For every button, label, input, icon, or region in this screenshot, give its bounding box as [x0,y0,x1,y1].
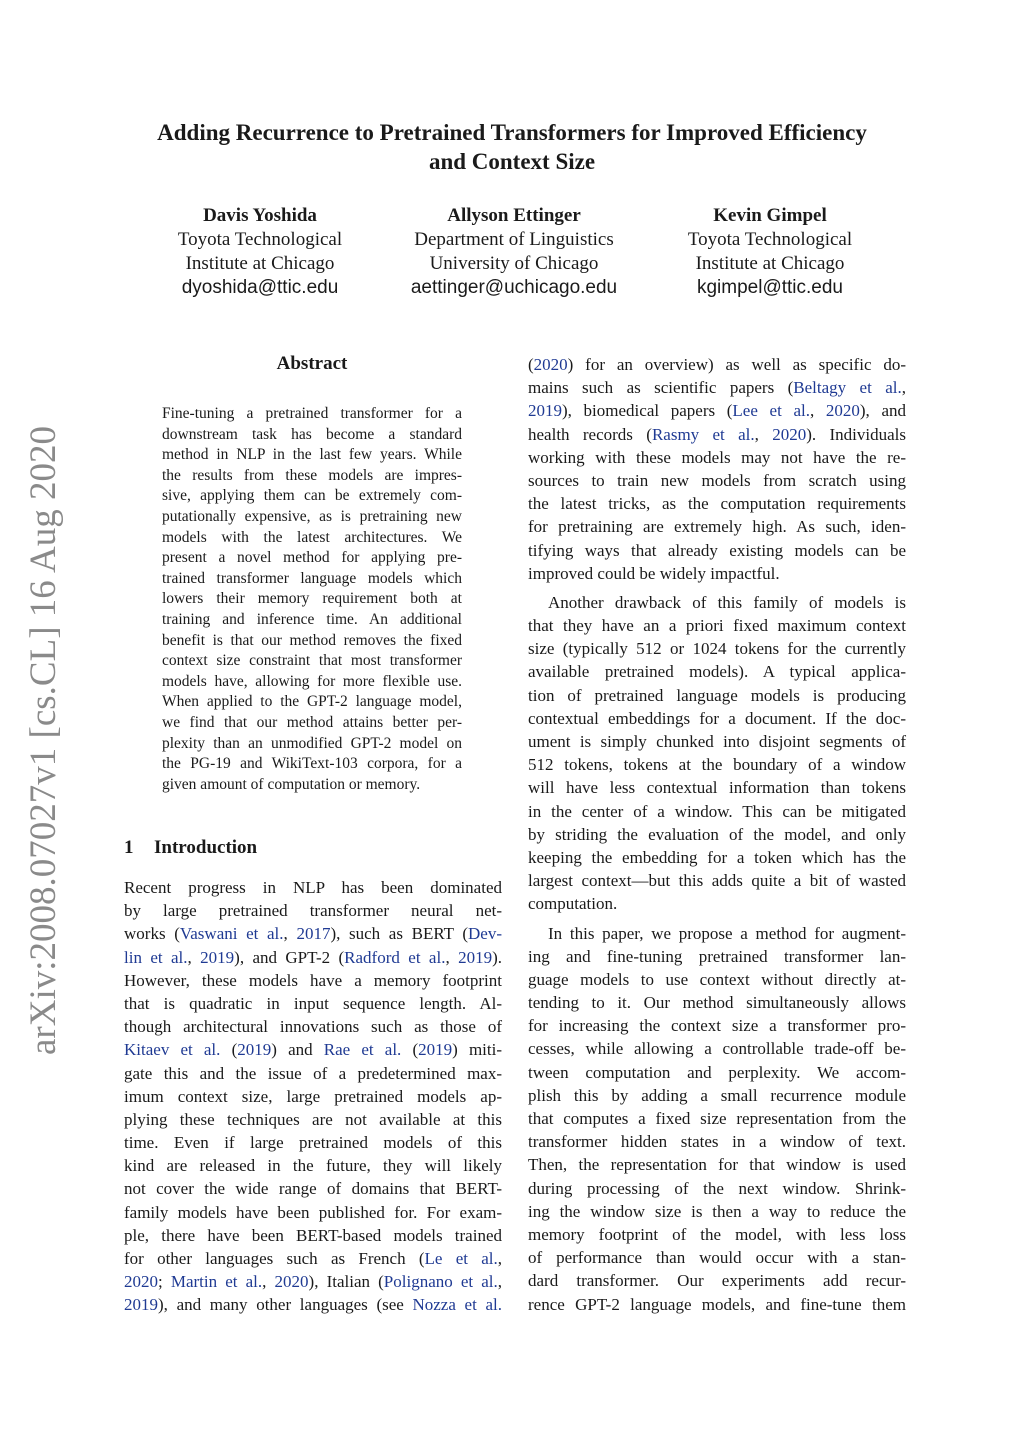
text-span: , [901,378,906,398]
text-line: during processing of the next window. Shrink- [528,1178,906,1198]
text-line: contextual embeddings for a document. If the doc- [528,708,906,728]
text-line: plish this by adding a small recurrence module [528,1085,906,1105]
text-line: However, these models have a memory footprint [124,970,502,990]
text-line [528,376,906,399]
author-affiliation: Institute at Chicago [695,253,845,274]
citation-link[interactable]: 2020 [274,1272,309,1292]
text-span: health records ( [528,424,652,444]
citation-link[interactable]: 2019 [418,1040,453,1060]
paper-title [100,118,924,176]
text-span: for other languages such as French ( [124,1249,425,1268]
text-line [124,922,502,945]
text-line: not cover the wide range of domains that BERT- [124,1179,502,1199]
text-span: , [187,947,201,967]
citation-link[interactable]: Nozza et al. [412,1295,503,1315]
text-span: , [283,924,297,944]
text-line [528,423,906,446]
text-line: by striding the evaluation of the model, and only [528,824,906,844]
text-line: gate this and the issue of a predetermined max- [124,1063,502,1083]
citation-link[interactable]: Beltagy et al. [793,378,902,398]
text-line: dard transformer. Our experiments add recur- [528,1271,906,1291]
abstract-line: putationally expensive, as is pretraining new [162,507,462,525]
text-line: though architectural innovations such as those of [124,1017,502,1037]
author-affiliation: University of Chicago [429,253,599,274]
abstract-line: models with the latest architectures. We [162,528,462,546]
text-line: ing the window size is then a way to reduce the [528,1201,906,1221]
abstract-line: trained transformer language models which [162,569,462,587]
text-line: that computes a fixed size representation from the [528,1109,906,1128]
citation-link[interactable]: Rasmy et al. [651,424,755,444]
abstract-line: Fine-tuning a pretrained transformer for a [162,405,462,422]
text-line: kind are released in the future, they will likely [124,1156,502,1176]
text-line: transformer hidden states in a window of text. [528,1132,906,1152]
abstract-line: lowers their memory requirement both at [162,590,462,608]
citation-link[interactable]: Dev- [468,924,503,944]
title-line-1: Adding Recurrence to Pretrained Transformers for Improved Efficiency [157,120,867,145]
author-affiliation: Toyota Technological [687,229,853,250]
text-span: ; [158,1272,171,1292]
abstract-line: context size constraint that most transformer [162,652,462,670]
text-line: In this paper, we propose a method for augment- [548,923,906,943]
text-span: mains such as scientific papers ( [528,378,794,398]
text-line: largest context—but this adds quite a bit of wasted [528,871,906,891]
text-line: family models have been published for. For exam- [124,1202,502,1222]
text-line: guage models to use context without directly at- [528,969,906,989]
citation-link[interactable]: 2019 [124,1295,158,1315]
text-line: available pretrained models). A typical applica- [528,662,906,682]
text-line [124,1293,502,1316]
abstract-line: When applied to the GPT-2 language model, [162,693,462,711]
text-line: by large pretrained transformer neural net- [124,901,502,921]
abstract-line: we find that our method attains better per- [162,713,462,731]
citation-link[interactable]: 2020 [772,424,807,444]
text-line: imum context size, large pretrained models ap- [124,1086,502,1106]
text-line: ple, there have been BERT-based models trained [124,1225,502,1245]
text-line: time. Even if large pretrained models of this [124,1133,502,1153]
citation-link[interactable]: Polignano et al. [383,1272,498,1292]
text-line: that they have an a priori fixed maximum context [528,616,906,636]
text-line: of performance than would occur with a stan- [528,1248,906,1268]
section-heading [124,837,257,859]
author-email: aettinger@uchicago.edu [410,277,618,298]
text-span: , [754,424,773,444]
abstract-line: plexity than an unmodified GPT-2 model on [162,734,462,752]
text-line: tending to it. Our method simultaneously allows [528,993,906,1013]
citation-link[interactable]: 2019 [458,947,493,967]
text-span: ( [528,355,534,374]
author-name: Davis Yoshida [203,205,317,226]
text-line [124,1270,502,1293]
abstract-body [162,404,462,795]
title-line-2: and Context Size [428,149,596,174]
text-line [124,1038,502,1061]
text-line [528,399,906,422]
text-line: tween computation and perplexity. We accom- [528,1062,906,1082]
citation-link[interactable]: Kitaev et al. [124,1040,221,1060]
abstract-line: method in NLP in the last few years. While [162,446,462,464]
citation-link[interactable]: Vaswani et al. [179,924,284,944]
text-span: , [445,947,459,967]
author-affiliation: Department of Linguistics [414,229,614,250]
text-line [124,946,502,969]
text-line: size (typically 512 or 1024 tokens for the currently [528,639,906,659]
abstract-line: the results from these models are impres- [162,466,462,484]
text-span: ). Individuals [806,424,907,444]
text-line: will have less contextual information than tokens [528,778,906,798]
text-line: that is quadratic in input sequence length. Al- [124,993,502,1013]
text-line: in the center of a window. This can be mitigated [528,801,906,821]
text-line: for pretraining are extremely high. As such, iden- [528,517,906,537]
author-affiliation: Toyota Technological [177,229,343,250]
author-block-3 [650,204,890,300]
text-span: ( [220,1040,238,1060]
text-line: Another drawback of this family of models is [548,592,906,612]
abstract-line: sive, applying them can be extremely com- [162,487,462,505]
author-block-1 [140,204,380,300]
text-span: ), and [859,401,906,421]
text-line: the latest tricks, as the computation requirements [528,494,906,514]
text-line: 512 tokens, tokens at the boundary of a window [528,755,906,775]
text-line: ing and fine-tuning pretrained transformer lan- [528,946,906,966]
text-line: keeping the embedding for a token which has the [528,847,906,867]
arxiv-identifier: arXiv:2008.07027v1 [cs.CL] 16 Aug 2020 [23,426,64,1055]
text-span: ) for an overview) as well as specific do- [567,355,906,374]
text-line: cesses, while allowing a controllable trade-off be- [528,1039,906,1059]
citation-link[interactable]: 2020 [124,1272,158,1292]
citation-link[interactable]: 2019 [200,947,235,967]
text-line: rence GPT-2 language models, and fine-tune them [528,1294,906,1314]
citation-link[interactable]: Radford et al. [344,947,446,967]
abstract-line: the PG-19 and WikiText-103 corpora, for a [162,755,462,773]
text-span: works ( [124,924,180,944]
citation-link[interactable]: Rae et al. [323,1040,402,1060]
abstract-line: given amount of computation or memory. [162,775,421,793]
text-line [124,1247,502,1270]
citation-link[interactable]: 2019 [528,401,562,421]
text-span: , [497,1272,503,1292]
citation-link[interactable]: lin et al. [124,947,188,967]
text-span: ) miti- [452,1040,502,1060]
text-span: ), biomedical papers ( [562,401,733,421]
text-span: ), such as BERT ( [330,924,469,944]
text-line: Recent progress in NLP has been dominated [124,878,502,897]
section-title: Introduction [154,837,258,858]
left-column-text [124,876,502,1317]
text-line: ument is simply chunked into disjoint segments of [528,732,906,751]
citation-link[interactable]: 2020 [825,401,860,421]
citation-link[interactable]: 2019 [237,1040,272,1060]
text-span: ), and many other languages (see [158,1295,413,1315]
abstract-line: downstream task has become a standard [162,425,462,443]
text-line: for increasing the context size a transformer pro- [528,1016,906,1036]
author-email: kgimpel@ttic.edu [696,277,844,298]
text-line: memory footprint of the model, with less loss [528,1224,906,1244]
text-line: computation. [528,894,618,914]
abstract-line: training and inference time. An additional [162,610,462,628]
text-line: tion of pretrained language models is producing [528,685,906,705]
text-span: ), Italian ( [308,1272,384,1292]
text-span: ) and [271,1040,324,1060]
abstract-line: models have, allowing for more flexible use. [162,672,462,690]
author-email: dyoshida@ttic.edu [181,277,339,298]
citation-link[interactable]: Le et al. [424,1249,498,1268]
author-affiliation: Institute at Chicago [185,253,335,274]
text-line: Then, the representation for that window is used [528,1155,906,1175]
citation-link[interactable]: Martin et al. [170,1272,263,1292]
citation-link[interactable]: 2017 [296,924,331,944]
abstract-line: present a novel method for applying pre- [162,549,462,567]
text-line: tifying ways that already existing models can be [528,540,906,560]
author-name: Kevin Gimpel [713,205,827,226]
text-line: sources to train new models from scratch using [528,470,906,490]
section-number: 1 [124,837,134,858]
author-block-2 [384,204,644,300]
text-line [528,353,906,376]
text-span: ). [492,947,503,967]
citation-link[interactable]: Lee et al. [732,401,810,421]
author-name: Allyson Ettinger [447,205,581,226]
text-span: , [497,1249,502,1268]
citation-link[interactable]: 2020 [533,355,568,374]
text-span: ( [401,1040,419,1060]
right-column-text [528,353,906,1316]
text-line: working with these models may not have the re- [528,447,906,467]
abstract-line: benefit is that our method removes the fixed [162,631,462,649]
text-line: improved could be widely impactful. [528,563,780,583]
text-line: plying these techniques are not available at this [124,1109,502,1129]
abstract-heading: Abstract [276,353,348,374]
text-span: , [809,401,826,421]
text-span: ), and GPT-2 ( [234,947,345,967]
text-span: , [262,1272,275,1292]
